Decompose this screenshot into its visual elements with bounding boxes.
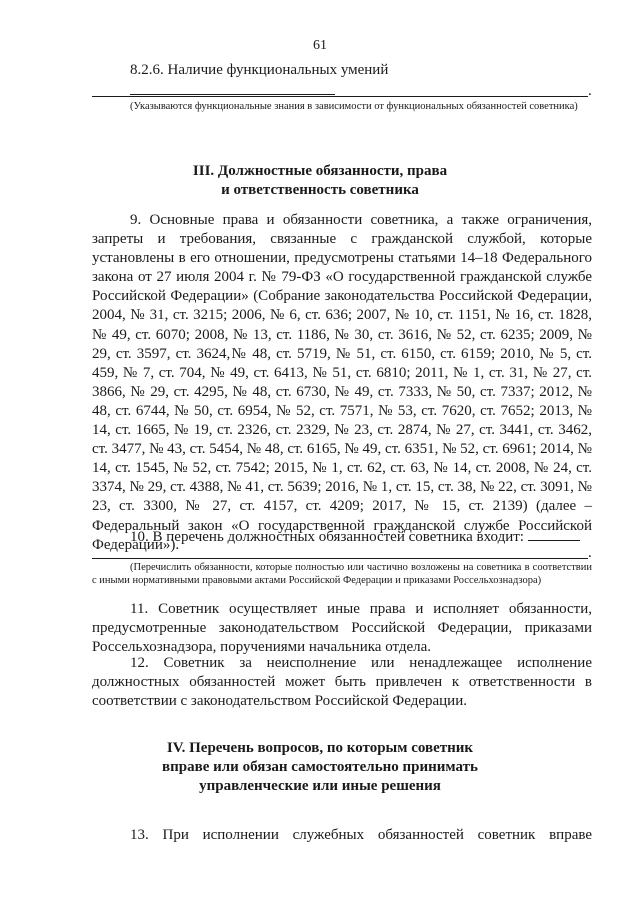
section-3-heading-line1: III. Должностные обязанности, права xyxy=(192,163,448,179)
paragraph-9: 9. Основные права и обязанности советника, а также ограничения, запреты и требования, связанные с гражданской службой, которые установлены в его отношении, предусмотрены статьями 14–18 Федерального закона от 27 июля 2004 г. № 79-ФЗ «О государственной гражданской службе Российской Федерации» (Собрание законодательства Российской Федерации, 2004, № 31, ст. 3215; 2006, № 6, ст. 636; 2007, № 10, ст. 1151, № 16, ст. 1828, № 49, ст. 6070; 2008, № 13, ст. 1186, № 30, ст. 3616, № 52, ст. 6235; 2009, № 29, ст. 3597, ст. 3624,№ 48, ст. 5719, № 51, ст. 6150, ст. 6159; 2010, № 5, ст. 459, № 7, ст. 704, № 49, ст. 6413, № 51, ст. 6810; 2011, № 1, ст. 31, № 27, ст. 3866, № 29, ст. 4295, № 48, ст. 6730, № 49, ст. 7333, № 50, ст. 7337; 2012, № 48, ст. 6744, № 50, ст. 6954, № 52, ст. 7571, № 53, ст. 7620, ст. 7652; 2013, № 14, ст. 1665, № 19, ст. 2326, ст. 2329, № 23, ст. 2874, № 27, ст. 3441, ст. 3462, ст. 3477, № 43, ст. 5454, № 48, ст. 6165, № 49, ст. 6351, № 52, ст. 6961; 2014, № 14, ст. 1545, № 52, ст. 7542; 2015, № 1, ст. 62, ст. 63, № 14, ст. 2008, № 24, ст. 3374, № 29, ст. 4388, № 41, ст. 5639; 2016, № 1, ст. 15, ст. 38, № 22, ст. 3091, № 23, ст. 3300, № 27, ст. 4157, ст. 4209; 2017, № 15, ст. 2139) (далее – Федеральный закон «О государственной гражданской службе Российской Федерации»). xyxy=(92,212,592,553)
page-number: 61 xyxy=(313,38,327,53)
paragraph-13: 13. При исполнении служебных обязанностей советник вправе xyxy=(130,827,592,843)
paragraph-10-note xyxy=(92,561,592,587)
paragraph-10-trailing-dot: . xyxy=(588,545,592,561)
paragraph-10-row xyxy=(130,525,592,546)
paragraph-10-note-text: (Перечислить обязанности, которые полностью или частично возложены на советника в соответствии с иными нормативными правовыми актами Российской Федерации и приказами Россельхознадзора) xyxy=(92,562,592,586)
item-826-fill-line xyxy=(130,79,335,95)
paragraph-10-text: 10. В перечень должностных обязанностей советника входит: xyxy=(130,529,524,545)
section-4-heading-line2: вправе или обязан самостоятельно принимать xyxy=(162,759,478,775)
item-826-note xyxy=(92,100,592,113)
paragraph-12: 12. Советник за неисполнение или ненадлежащее исполнение должностных обязанностей может быть привлечен к ответственности в соответствии с законодательством Российской Федерации. xyxy=(92,655,592,710)
section-4-heading-line3: управленческие или иные решения xyxy=(199,778,441,794)
item-826-text: 8.2.6. Наличие функциональных умений xyxy=(130,62,389,78)
paragraph-10-fill-line xyxy=(528,525,580,541)
section-3-heading-line2: и ответственность советника xyxy=(221,182,419,198)
item-826-row xyxy=(130,62,592,100)
item-826-blank-line xyxy=(92,96,588,97)
paragraph-11: 11. Советник осуществляет иные права и исполняет обязанности, предусмотренные законодательством Российской Федерации, приказами Россельхознадзора, поручениями начальника отдела. xyxy=(92,601,592,656)
item-826-note-text: (Указываются функциональные знания в зависимости от функциональных обязанностей советника) xyxy=(130,101,578,112)
section-4-heading-line1: IV. Перечень вопросов, по которым советник xyxy=(166,740,474,756)
item-826-trailing-dot: . xyxy=(588,83,592,99)
paragraph-10-blank-line xyxy=(92,558,588,559)
